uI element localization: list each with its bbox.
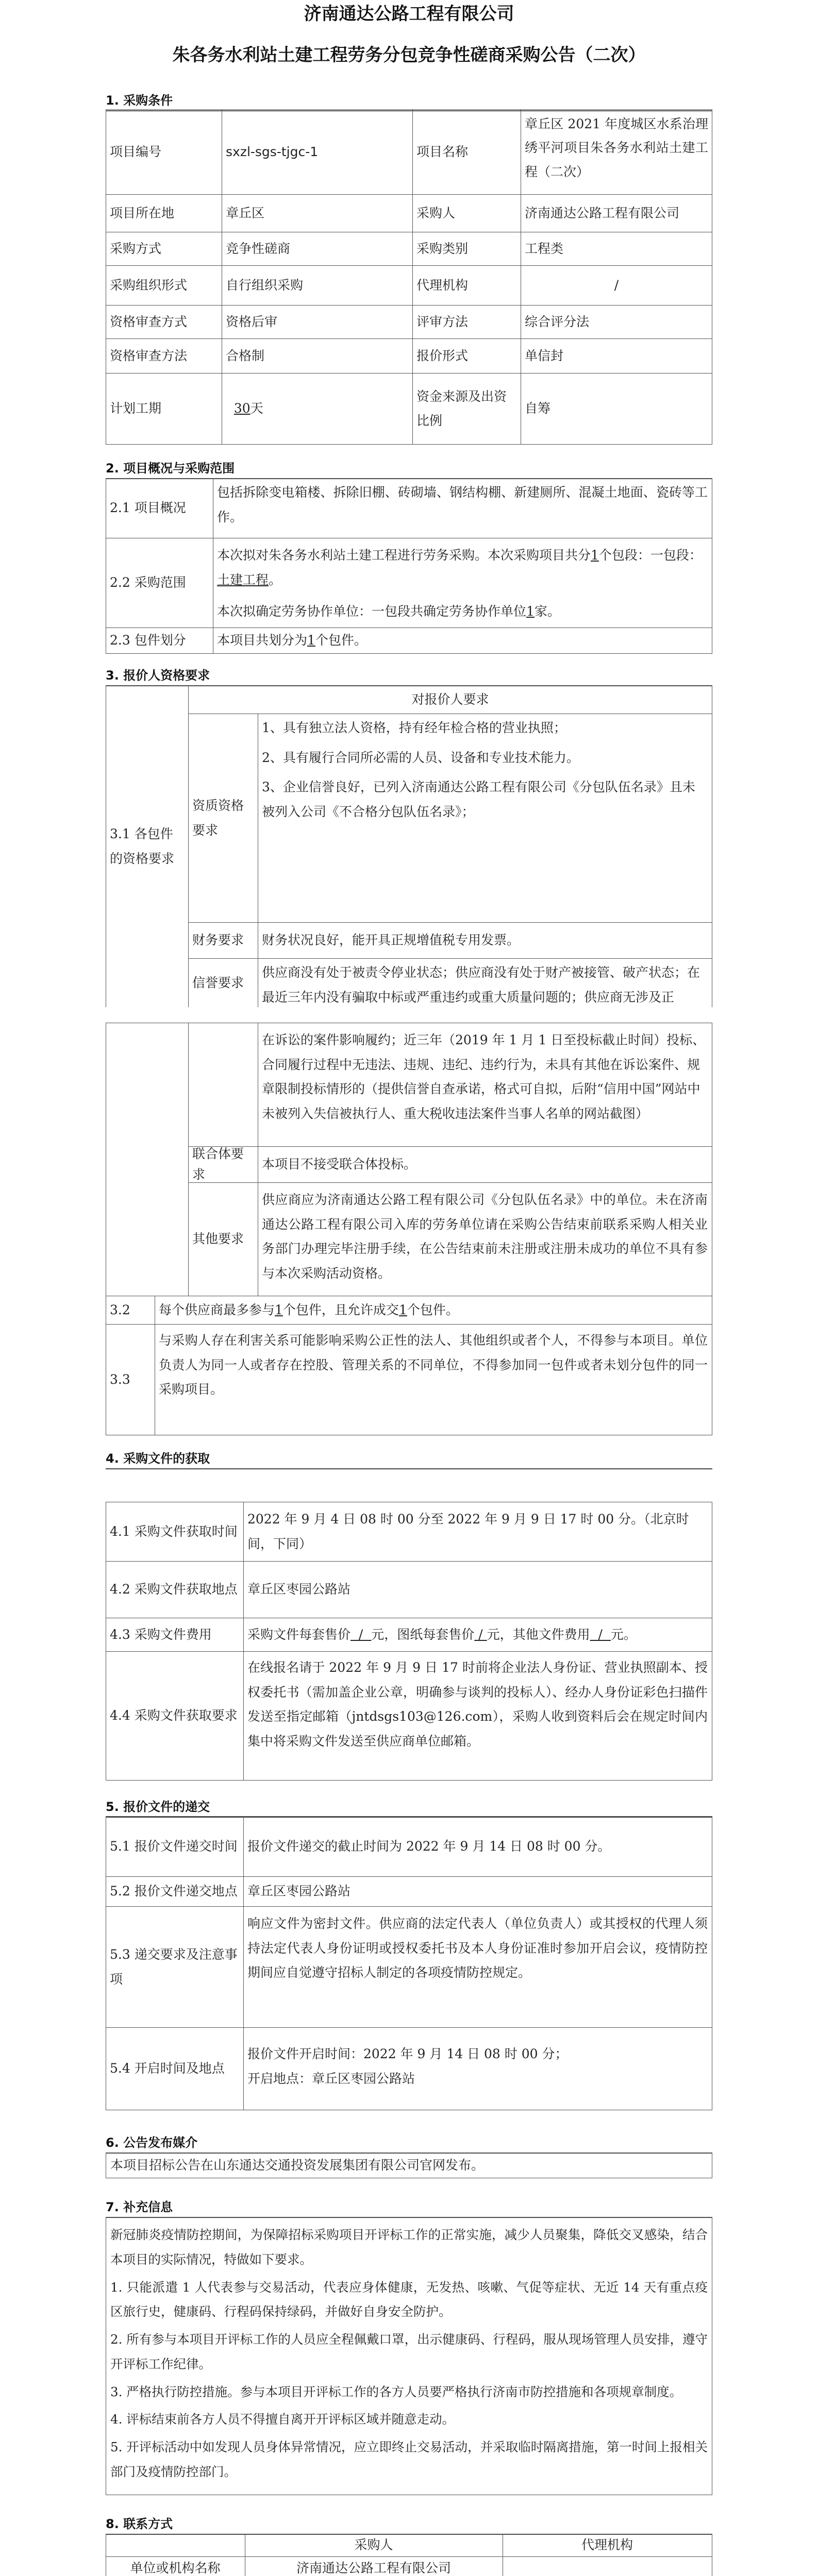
label-agent: 代理机构: [416, 277, 469, 293]
qual-col-header: 对报价人要求: [411, 691, 489, 707]
value-credit-part-1: 供应商没有处于被责令停业状态；供应商没有处于财产被接管、破产状态；在最近三年内没有骗取中标或严重违约或重大质量问题的；供应商无涉及正: [262, 965, 700, 1005]
value-overview: 包括拆除变电箱楼、拆除旧棚、砖砌墙、钢结构棚、新建厕所、混凝土地面、瓷砖等工作。: [217, 485, 708, 524]
label-finance: 财务要求: [192, 933, 244, 947]
label-buyer: 采购人: [416, 205, 456, 221]
label-lots: 2.3 包件划分: [110, 633, 186, 648]
label-org: 采购组织形式: [110, 277, 188, 293]
contact-table: [106, 2534, 712, 2576]
value-acq-req: 在线报名请于 2022 年 9 月 9 日 17 时前将企业法人身份证、营业执照副本、授权委托书（需加盖企业公章，明确参与谈判的投标人）、经办人身份证彩色扫描件发送至指定邮箱（jntdsgs103@126.com），采购人收到资料后会在规定时间内集中将采购文件发送至供应商单位邮箱。: [247, 1660, 708, 1749]
label-credit: 信誉要求: [192, 975, 244, 990]
document-acquisition-table: [106, 1502, 712, 1780]
value-acq-place: 章丘区枣园公路站: [247, 1582, 351, 1597]
value-category: 工程类: [525, 241, 564, 256]
contact-label-name: 单位或机构名称: [130, 2561, 221, 2575]
value-other: 供应商应为济南通达公路工程有限公司《分包队伍名录》中的单位。未在济南通达公路工程有限公司入库的劳务单位请在采购公告结束前联系采购人相关业务部门办理完毕注册手续，在公告结束前未注册或注册未成功的单位不具有参与本次采购活动资格。: [262, 1192, 708, 1281]
supplementary-item-1: 1. 只能派遣 1 人代表参与交易活动，代表应身体健康，无发热、咳嗽、气促等症状、无近 14 天有重点疫区旅行史，健康码、行程码保持绿码，并做好自身安全防护。: [110, 2279, 708, 2319]
project-overview-table: [106, 478, 712, 653]
label-qual-stage: 资格审查方法: [110, 348, 188, 363]
label-joint: 联合体要求: [192, 1146, 244, 1182]
value-project-no: sxzl-sgs-tjgc-1: [226, 144, 319, 159]
supplementary-intro: 新冠肺炎疫情防控期间，为保障招标采购项目开评标工作的正常实施，减少人员聚集，降低交叉感染，结合本项目的实际情况，特做如下要求。: [110, 2227, 708, 2267]
media-text: 本项目招标公告在山东通达交通投资发展集团有限公司官网发布。: [110, 2158, 485, 2173]
value-period: 30 天: [233, 401, 263, 416]
label-qual-main: 3.1 各包件的资格要求: [110, 826, 175, 866]
section-4-heading: 4. 采购文件的获取: [106, 1449, 712, 1469]
label-scope: 2.2 采购范围: [110, 575, 186, 590]
label-acq-fee: 4.3 采购文件费用: [110, 1626, 212, 1642]
submission-table: [106, 1816, 712, 2110]
section-6-heading: 6. 公告发布媒介: [106, 2133, 712, 2154]
value-scope: 本次拟对朱各务水利站土建工程进行劳务采购。本次采购项目共分1个包段：一包段：土建工程。 本次拟确定劳务协作单位：一包段共确定劳务协作单位1家。: [217, 548, 702, 619]
label-qual-form: 资格审查方式: [110, 314, 188, 329]
contact-buyer-name: 济南通达公路工程有限公司: [296, 2561, 451, 2575]
value-fund: 自筹: [525, 401, 551, 416]
section-1-heading: 1. 采购条件: [106, 91, 712, 111]
value-acq-time: 2022 年 9 月 4 日 08 时 00 分至 2022 年 9 月 9 日 17 时 00 分。（北京时间，下同）: [247, 1512, 689, 1551]
label-3-2: 3.2: [110, 1302, 130, 1317]
procurement-conditions-table: [106, 109, 712, 444]
supplementary-item-4: 4. 评标结束前各方人员不得擅自离开开评标区域并随意走动。: [110, 2412, 455, 2427]
contact-agent-name: [503, 2556, 712, 2576]
qualification-table-part-2: [106, 1023, 712, 1435]
label-qual: 资质资格要求: [192, 798, 244, 838]
value-joint: 本项目不接受联合体投标。: [262, 1157, 417, 1172]
value-eval: 综合评分法: [525, 314, 590, 329]
label-project-no: 项目编号: [110, 144, 162, 159]
qualification-table-part-1: [106, 685, 712, 1007]
value-qual: 1、具有独立法人资格，持有经年检合格的营业执照； 2、具有履行合同所必需的人员、设备和专业技术能力。 3、企业信誉良好，已列入济南通达公路工程有限公司《分包队伍名录》且未被列入公司《不合格分包队伍名录》；: [262, 720, 695, 819]
section-7-heading: 7. 补充信息: [106, 2197, 712, 2218]
value-method: 竞争性磋商: [226, 241, 291, 256]
value-qual-form: 资格后审: [226, 314, 278, 329]
media-box: [106, 2153, 712, 2178]
label-category: 采购类别: [416, 241, 469, 256]
label-period: 计划工期: [110, 401, 162, 416]
label-acq-time: 4.1 采购文件获取时间: [110, 1523, 238, 1539]
supplementary-text: [106, 2217, 712, 2495]
company-name: 济南通达公路工程有限公司: [304, 4, 514, 24]
value-submit-time: 报价文件递交的截止时间为 2022 年 9 月 14 日 08 时 00 分。: [247, 1838, 611, 1854]
supplementary-item-2: 2. 所有参与本项目开评标工作的人员应全程佩戴口罩，出示健康码、行程码，服从现场管理人员安排，遵守开评标工作纪律。: [110, 2332, 708, 2371]
value-buyer: 济南通达公路工程有限公司: [525, 205, 680, 221]
supplementary-item-5: 5. 开评标活动中如发现人员身体异常情况，应立即终止交易活动，并采取临时隔离措施，第一时间上报相关部门及疫情防控部门。: [110, 2439, 708, 2479]
section-3-heading: 3. 报价人资格要求: [106, 666, 712, 686]
section-5-heading: 5. 报价文件的递交: [106, 1797, 712, 1818]
label-acq-place: 4.2 采购文件获取地点: [110, 1582, 238, 1597]
value-acq-fee: 采购文件每套售价 / 元，图纸每套售价 / 元，其他文件费用 / 元。: [247, 1626, 637, 1642]
announcement-title: 朱各务水利站土建工程劳务分包竞争性磋商采购公告（二次）: [172, 45, 646, 65]
section-8-heading: 8. 联系方式: [106, 2514, 712, 2535]
label-acq-req: 4.4 采购文件获取要求: [110, 1708, 238, 1723]
contact-col-buyer: 采购人: [354, 2537, 393, 2552]
value-project-name: 章丘区 2021 年度城区水系治理绣平河项目朱各务水利站土建工程（二次）: [525, 116, 708, 179]
label-submit-notes: 5.3 递交要求及注意事项: [110, 1947, 238, 1987]
label-method: 采购方式: [110, 241, 162, 256]
value-3-3: 与采购人存在利害关系可能影响采购公正性的法人、其他组织或者个人，不得参与本项目。单位负责人为同一人或者存在控股、管理关系的不同单位，不得参加同一包件或者未划分包件的同一采购项目。: [159, 1333, 708, 1397]
value-agent: /: [614, 277, 619, 293]
value-location: 章丘区: [226, 205, 265, 221]
supplementary-item-3: 3. 严格执行防控措施。参与本项目开评标工作的各方人员要严格执行济南市防控措施和各项规章制度。: [110, 2384, 682, 2399]
value-quote: 单信封: [525, 348, 564, 363]
section-2-heading: 2. 项目概况与采购范围: [106, 459, 712, 479]
label-fund: 资金来源及出资比例: [416, 388, 507, 428]
value-credit-part-2: 在诉讼的案件影响履约；近三年（2019 年 1 月 1 日至投标截止时间）投标、合同履行过程中无违法、违规、违纪、违约行为，未具有其他在诉讼案件、规章限制投标情形的（提供信誉自查承诺，格式可自拟，后附“信用中国”网站中未被列入失信被执行人、重大税收违法案件当事人名单的网站截图）: [262, 1032, 706, 1121]
label-quote: 报价形式: [416, 348, 469, 363]
value-opening: 报价文件开启时间：2022 年 9 月 14 日 08 时 00 分； 开启地点：章丘区枣园公路站: [247, 2046, 568, 2086]
label-opening: 5.4 开启时间及地点: [110, 2061, 225, 2076]
contact-col-agent: 代理机构: [581, 2537, 633, 2552]
label-submit-place: 5.2 报价文件递交地点: [110, 1884, 238, 1899]
value-finance: 财务状况良好，能开具正规增值税专用发票。: [262, 933, 520, 947]
label-project-name: 项目名称: [416, 144, 469, 159]
label-other: 其他要求: [192, 1231, 244, 1246]
value-qual-stage: 合格制: [226, 348, 265, 363]
value-3-2: 每个供应商最多参与 1 个包件，且允许成交 1 个包件。: [159, 1302, 459, 1317]
label-overview: 2.1 项目概况: [110, 500, 186, 515]
value-lots: 本项目共划分为 1 个包件。: [217, 633, 367, 648]
value-org: 自行组织采购: [226, 277, 304, 293]
label-3-3: 3.3: [110, 1371, 130, 1387]
value-submit-notes: 响应文件为密封文件。供应商的法定代表人（单位负责人）或其授权的代理人须持法定代表人身份证明或授权委托书及本人身份证准时参加开启会议，疫情防控期间应自觉遵守招标人制定的各项疫情防控规定。: [247, 1916, 708, 1980]
label-eval: 评审方法: [416, 314, 469, 329]
value-submit-place: 章丘区枣园公路站: [247, 1884, 351, 1899]
label-location: 项目所在地: [110, 205, 175, 221]
label-submit-time: 5.1 报价文件递交时间: [110, 1838, 238, 1854]
supplementary-box: [106, 2217, 712, 2495]
